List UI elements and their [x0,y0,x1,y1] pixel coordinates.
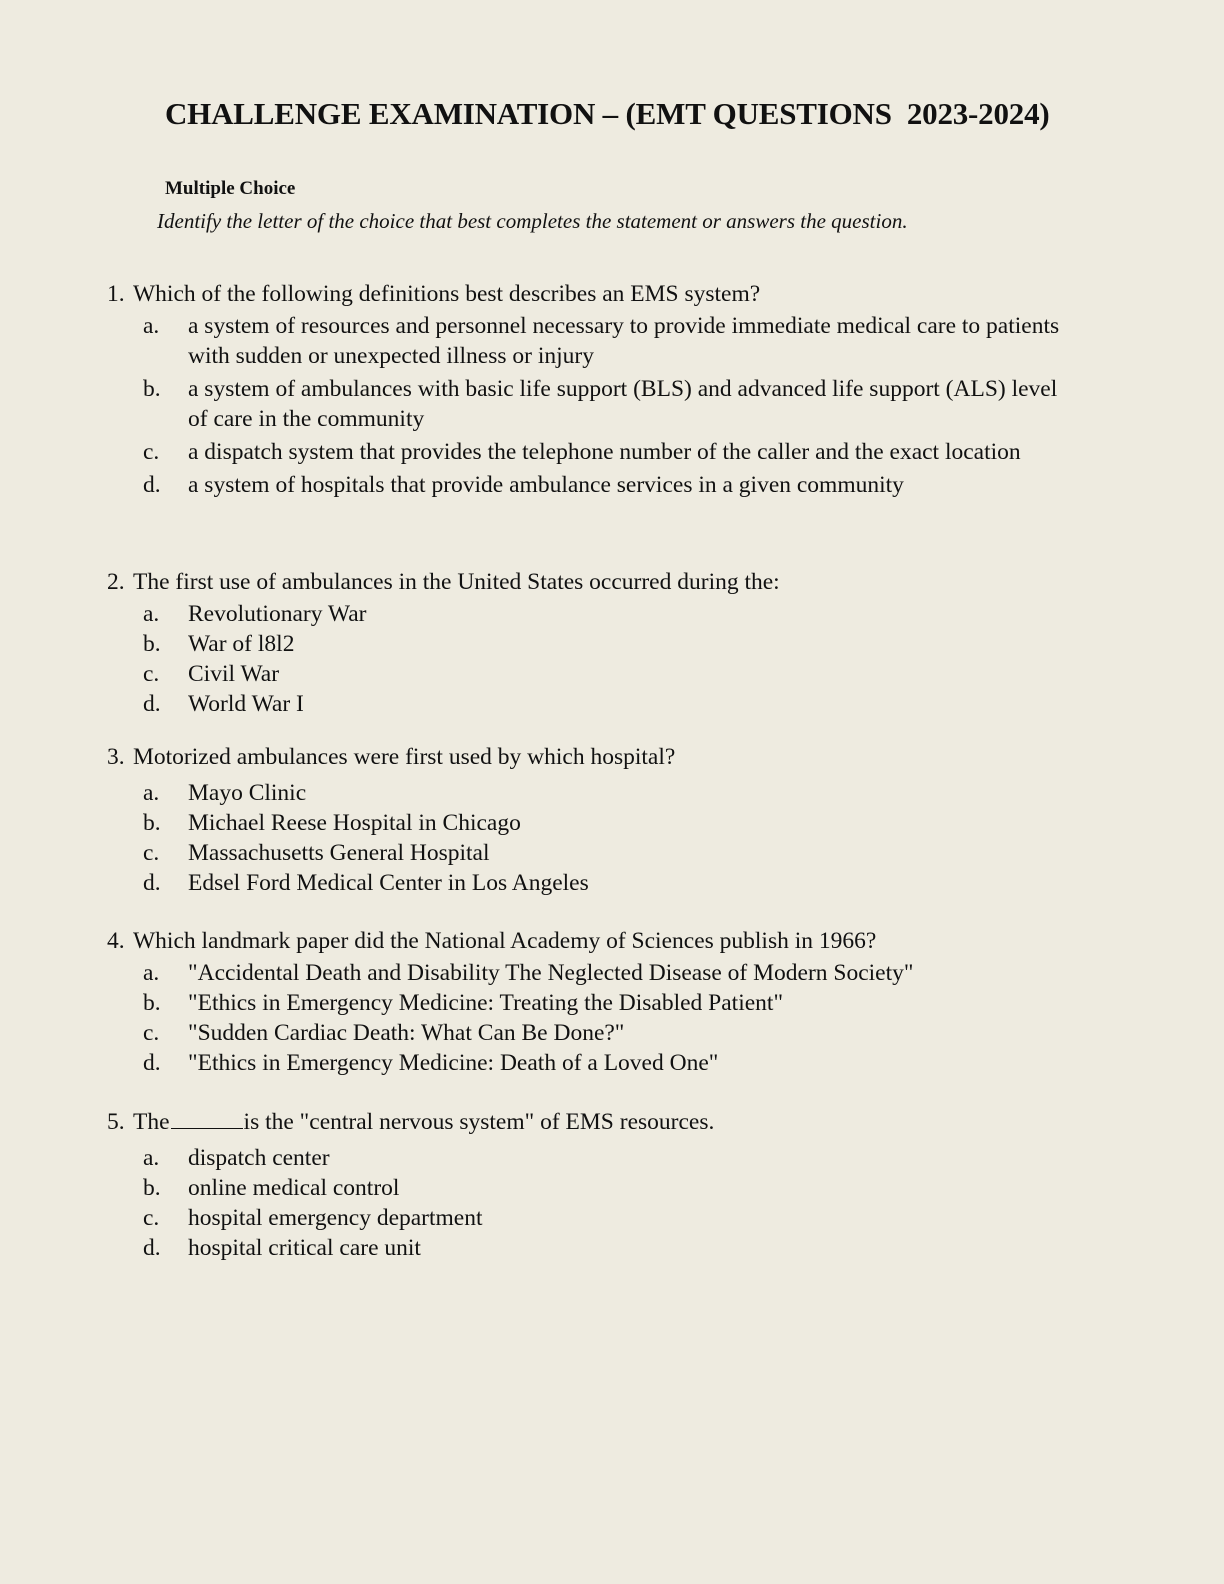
question-stem [107,926,1067,956]
instructions: Identify the letter of the choice that best completes the statement or answers the question. [157,209,908,233]
choice-letter: b. [143,376,161,402]
choice-letter: d. [143,472,161,498]
choice-list [107,599,1067,719]
choice-letter: d. [143,1235,161,1261]
question-stem [107,567,1067,597]
choice-text: a system of ambulances with basic life support (BLS) and advanced life support (ALS) level of care in the community [188,376,1058,432]
choice-item[interactable] [107,659,1067,689]
question-5 [107,1107,1067,1263]
choice-item[interactable] [107,868,1067,898]
choice-letter: a. [143,960,160,986]
question-number: 1. [107,281,125,307]
choice-item[interactable] [107,689,1067,719]
choice-letter: c. [143,439,160,465]
question-4 [107,926,1067,1078]
choice-text: Revolutionary War [188,601,367,627]
choice-item[interactable] [107,778,1067,808]
question-stem [107,742,1067,772]
question-number: 5. [107,1109,125,1135]
question-number: 4. [107,928,125,954]
question-number: 2. [107,569,125,595]
choice-item[interactable] [107,1233,1067,1263]
choice-letter: a. [143,313,160,339]
choice-list [107,1143,1067,1263]
question-number: 3. [107,744,125,770]
choice-text: hospital emergency department [188,1205,483,1231]
choice-letter: d. [143,870,161,896]
choice-item[interactable] [107,988,1067,1018]
choice-text: "Ethics in Emergency Medicine: Treating the Disabled Patient" [188,990,784,1016]
choice-text: hospital critical care unit [188,1235,421,1261]
choice-letter: b. [143,810,161,836]
choice-list [107,311,1067,500]
choice-letter: b. [143,631,161,657]
choice-item[interactable] [107,1173,1067,1203]
fill-in-blank [171,1108,243,1129]
choice-item[interactable] [107,958,1067,988]
choice-item[interactable] [107,808,1067,838]
choice-text: World War I [188,691,304,717]
page-title: CHALLENGE EXAMINATION – (EMT QUESTIONS 2023-2024) [165,96,1050,131]
choice-text: a system of resources and personnel necessary to provide immediate medical care to patients with sudden or unexpected illness or injury [188,313,1060,369]
choice-letter: c. [143,840,160,866]
choice-text: a dispatch system that provides the telephone number of the caller and the exact location [188,439,1021,465]
choice-item[interactable] [107,374,1067,434]
choice-letter: b. [143,990,161,1016]
choice-list [107,958,1067,1078]
choice-item[interactable] [107,470,1067,500]
choice-text: online medical control [188,1175,400,1201]
question-text: Motorized ambulances were first used by which hospital? [133,744,676,770]
choice-text: "Sudden Cardiac Death: What Can Be Done?" [188,1020,625,1046]
choice-text: Massachusetts General Hospital [188,840,490,866]
question-1 [107,279,1067,503]
question-stem [107,1107,1067,1137]
choice-text: Mayo Clinic [188,780,307,806]
choice-item[interactable] [107,838,1067,868]
choice-text: War of l8l2 [188,631,295,657]
question-text: Which landmark paper did the National Academy of Sciences publish in 1966? [133,928,877,954]
question-2 [107,567,1067,719]
choice-letter: c. [143,1020,160,1046]
question-text: The first use of ambulances in the United States occurred during the: [133,569,780,595]
choice-item[interactable] [107,1143,1067,1173]
choice-text: Civil War [188,661,280,687]
choice-list [107,778,1067,898]
choice-item[interactable] [107,1018,1067,1048]
choice-letter: c. [143,661,160,687]
choice-text: "Accidental Death and Disability The Neglected Disease of Modern Society" [188,960,914,986]
question-text [133,1107,714,1137]
choice-letter: d. [143,691,161,717]
choice-item[interactable] [107,599,1067,629]
question-3 [107,742,1067,898]
choice-text: Edsel Ford Medical Center in Los Angeles [188,870,589,896]
question-stem [107,279,1067,309]
choice-item[interactable] [107,1203,1067,1233]
choice-letter: a. [143,780,160,806]
stem-before-blank: The [133,1109,170,1135]
choice-item[interactable] [107,311,1067,371]
choice-text: a system of hospitals that provide ambulance services in a given community [188,472,904,498]
stem-after-blank: is the "central nervous system" of EMS resources. [243,1109,715,1135]
choice-letter: c. [143,1205,160,1231]
question-text: Which of the following definitions best describes an EMS system? [133,281,761,307]
choice-text: "Ethics in Emergency Medicine: Death of a Loved One" [188,1050,719,1076]
choice-text: dispatch center [188,1145,330,1171]
choice-letter: a. [143,1145,160,1171]
section-heading: Multiple Choice [165,178,296,199]
choice-letter: b. [143,1175,161,1201]
choice-text: Michael Reese Hospital in Chicago [188,810,521,836]
choice-letter: a. [143,601,160,627]
choice-letter: d. [143,1050,161,1076]
choice-item[interactable] [107,1048,1067,1078]
choice-item[interactable] [107,437,1067,467]
choice-item[interactable] [107,629,1067,659]
